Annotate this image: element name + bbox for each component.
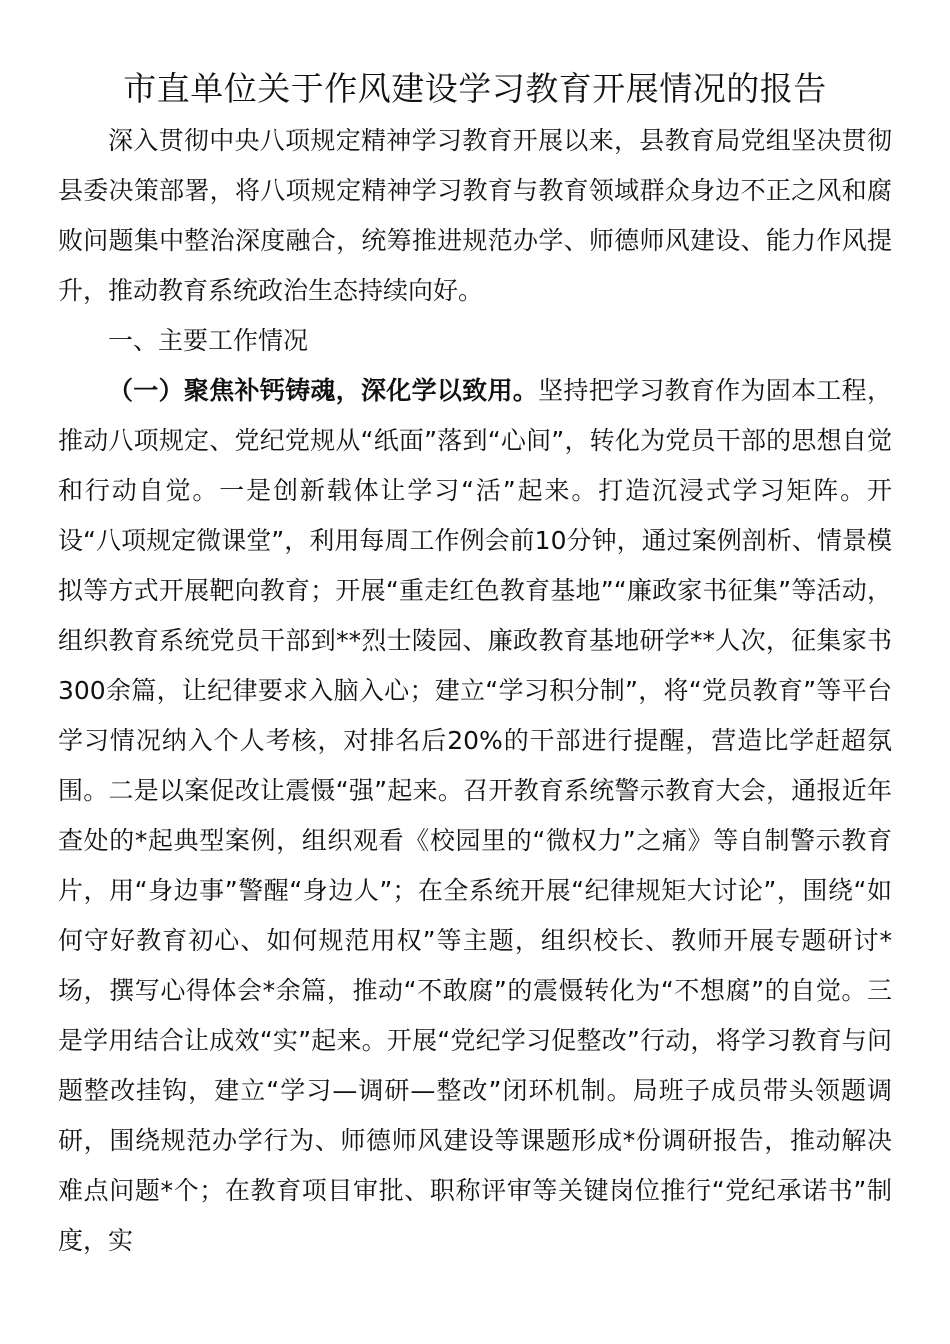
subsection-lead-1: （一）聚焦补钙铸魂，深化学以致用。 bbox=[108, 376, 539, 405]
subsection-body-1: 坚持把学习教育作为固本工程，推动八项规定、党纪党规从“纸面”落到“心间”，转化为党员干部的思想自觉和行动自觉。一是创新载体让学习“活”起来。打造沉浸式学习矩阵。开设“八项规定微课堂”，利用每周工作例会前10分钟，通过案例剖析、情景模拟等方式开展靶向教育；开展“重走红色教育基地”“廉政家书征集”等活动，组织教育系统党员干部到**烈士陵园、廉政教育基地研学**人次，征集家书300余篇，让纪律要求入脑入心；建立“学习积分制”，将“党员教育”等平台学习情况纳入个人考核，对排名后20%的干部进行提醒，营造比学赶超氛围。二是以案促改让震慑“强”起来。召开教育系统警示教育大会，通报近年查处的*起典型案例，组织观看《校园里的“微权力”之痛》等自制警示教育片，用“身边事”警醒“身边人”；在全系统开展“纪律规矩大讨论”，围绕“如何守好教育初心、如何规范用权”等主题，组织校长、教师开展专题研讨*场，撰写心得体会*余篇，推动“不敢腐”的震慑转化为“不想腐”的自觉。三是学用结合让成效“实”起来。开展“党纪学习促整改”行动，将学习教育与问题整改挂钩，建立“学习—调研—整改”闭环机制。局班子成员带头领题调研，围绕规范办学行为、师德师风建设等课题形成*份调研报告，推动解决难点问题*个；在教育项目审批、职称评审等关键岗位推行“党纪承诺书”制度，实 bbox=[58, 376, 892, 1255]
intro-paragraph: 深入贯彻中央八项规定精神学习教育开展以来，县教育局党组坚决贯彻县委决策部署，将八项规定精神学习教育与教育领域群众身边不正之风和腐败问题集中整治深度融合，统筹推进规范办学、师德师风建设、能力作风提升，推动教育系统政治生态持续向好。 bbox=[58, 126, 892, 305]
document-title: 市直单位关于作风建设学习教育开展情况的报告 bbox=[123, 69, 827, 108]
document-page bbox=[58, 62, 892, 1332]
subsection-paragraph-1 bbox=[58, 366, 892, 1266]
section-heading-main-work: 一、主要工作情况 bbox=[108, 326, 309, 355]
